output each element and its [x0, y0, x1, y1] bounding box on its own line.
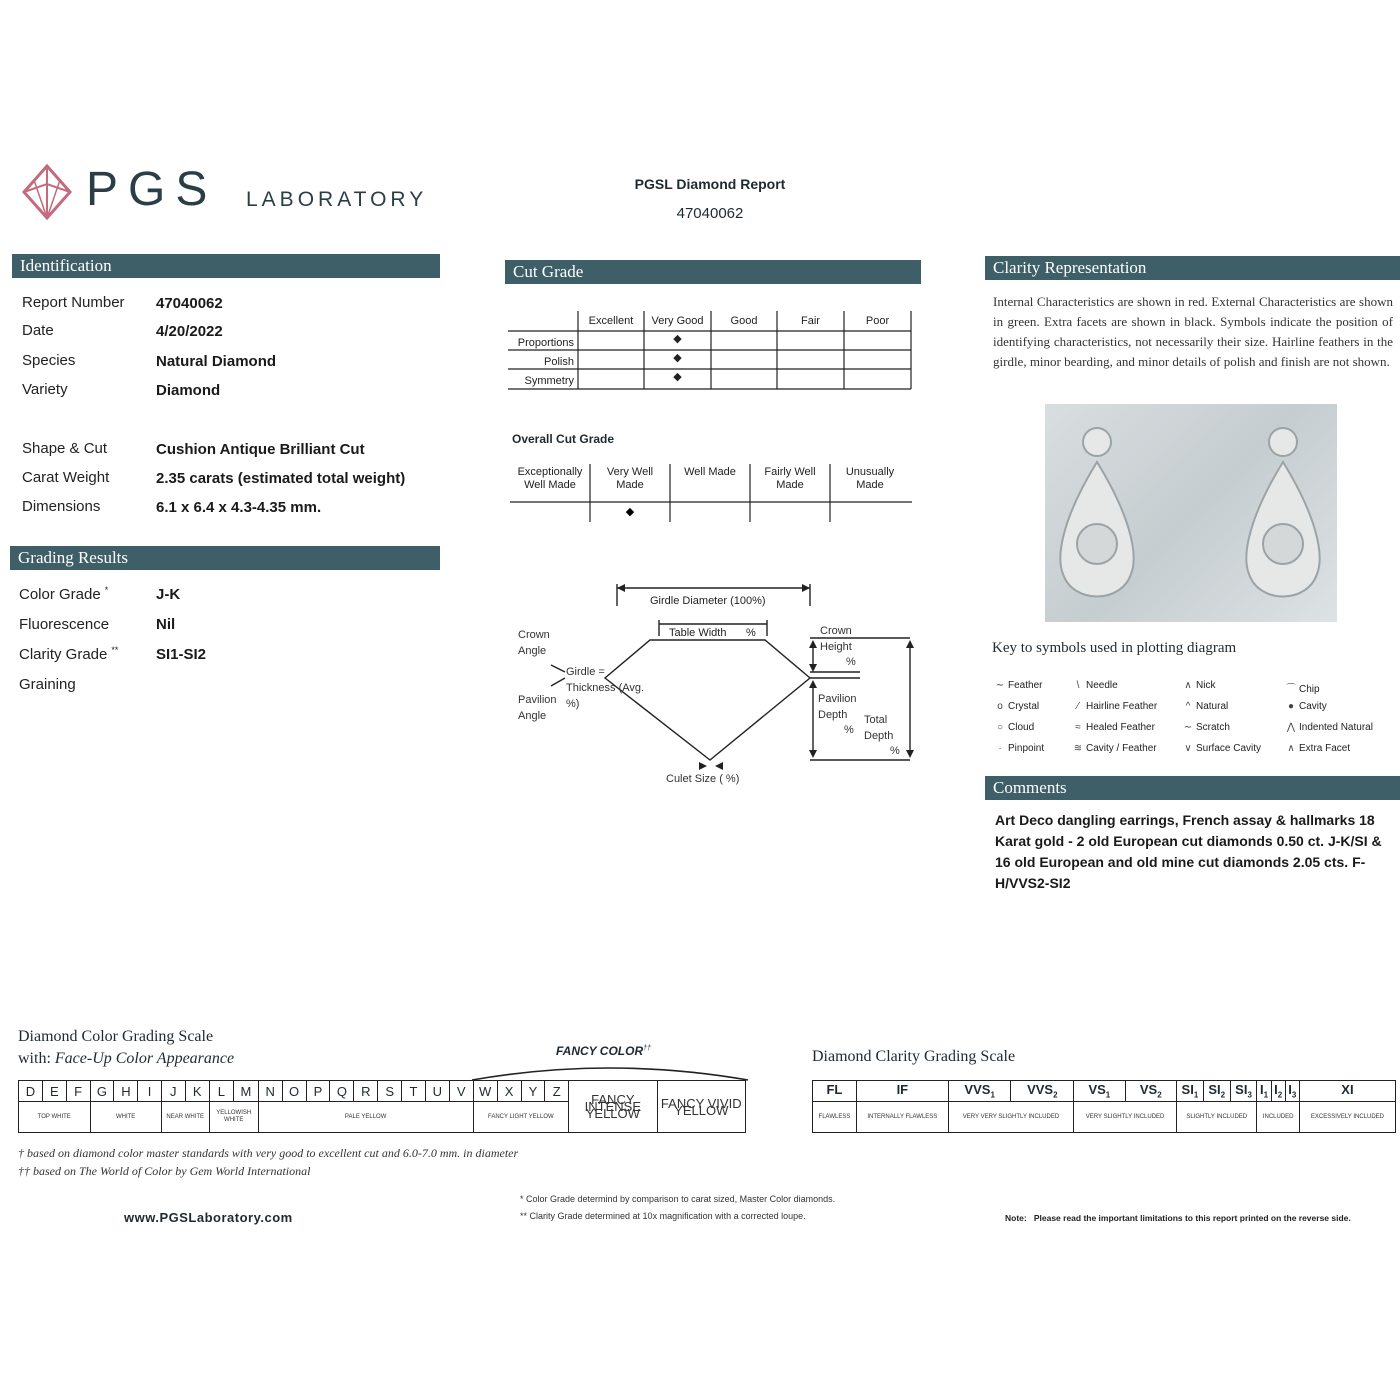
key-label: Healed Feather — [1086, 722, 1155, 733]
key-label: Extra Facet — [1299, 743, 1351, 754]
color-fancy-vivid: FANCY VIVID YELLOW — [657, 1081, 745, 1133]
color-letter: V — [449, 1081, 473, 1102]
grading-heading: Grading Results — [10, 546, 440, 570]
overall-col-header: Very Well Made — [606, 466, 654, 491]
girdle-diameter-label: Girdle Diameter (100%) — [650, 595, 766, 607]
crown-angle-label: Crown Angle — [518, 629, 550, 657]
clarity-grade-base: IF — [896, 1082, 909, 1098]
ident-label: Dimensions — [22, 498, 101, 515]
grading-label — [19, 675, 80, 693]
clarity-category: INTERNALLY FLAWLESS — [856, 1102, 948, 1133]
color-category: TOP WHITE — [19, 1102, 91, 1133]
key-item — [1283, 722, 1373, 733]
grading-label — [19, 645, 118, 663]
clarity-grade-base: SI — [1235, 1082, 1248, 1098]
key-symbol-icon: ⋀ — [1286, 722, 1296, 733]
overall-col-header: Unusually Made — [845, 466, 895, 491]
clarity-grade-base: FL — [826, 1082, 843, 1098]
grading-label-mark: * — [104, 585, 109, 595]
color-category: WHITE — [90, 1102, 161, 1133]
clarity-grade-base: I — [1259, 1082, 1264, 1098]
website: www.PGSLaboratory.com — [124, 1210, 293, 1225]
color-letter: P — [306, 1081, 330, 1102]
color-grade-note: * Color Grade determind by comparison to carat sized, Master Color diamonds. — [520, 1194, 836, 1204]
ident-value: 6.1 x 6.4 x 4.3-4.35 mm. — [156, 499, 322, 516]
logo-subtitle: LABORATORY — [246, 188, 428, 211]
clarity-grade-base: VS — [1139, 1082, 1158, 1098]
ident-label: Shape & Cut — [22, 440, 108, 457]
color-letter: O — [282, 1081, 306, 1102]
key-item — [992, 701, 1039, 712]
color-letter: Z — [545, 1081, 569, 1102]
clarity-rep-heading: Clarity Representation — [985, 256, 1400, 280]
key-label: Feather — [1008, 680, 1043, 691]
fancy-color-mark: †† — [643, 1045, 651, 1052]
color-letter: T — [402, 1081, 426, 1102]
key-item — [992, 680, 1042, 691]
color-category: YELLOWISH WHITE — [209, 1102, 258, 1133]
table-width-percent: % — [746, 627, 756, 639]
grading-label-text: Clarity Grade — [19, 646, 108, 663]
grading-label-mark: ** — [111, 645, 119, 655]
key-label: Indented Natural — [1299, 722, 1373, 733]
cut-grade-mark: ◆ — [673, 352, 682, 364]
ident-label: Date — [22, 322, 54, 339]
clarity-grade-base: XI — [1341, 1082, 1354, 1098]
key-label: Nick — [1196, 680, 1216, 691]
cut-row-label: Polish — [544, 356, 574, 368]
key-label: Surface Cavity — [1196, 743, 1262, 754]
clarity-grade — [1074, 1081, 1125, 1102]
pavilion-depth-percent: % — [844, 724, 854, 736]
clarity-grade — [1230, 1081, 1257, 1102]
key-item — [1283, 743, 1350, 754]
cut-col-header: Fair — [801, 315, 820, 327]
pavilion-angle-label: Pavilion Angle — [518, 694, 557, 722]
clarity-grade-sub: 3 — [1291, 1090, 1297, 1100]
comments-text: Art Deco dangling earrings, French assay & hallmarks 18 Karat gold - 2 old European cut diamonds 0.50 ct. J-K/SI & 16 old European and old mine cut diamonds 2.05 cts. F-H/VVS2-SI2 — [995, 812, 1382, 891]
pavilion-depth-label: Pavilion Depth — [818, 693, 857, 721]
color-letter: Y — [521, 1081, 545, 1102]
key-symbol-icon: ○ — [996, 722, 1004, 733]
clarity-scale-title: Diamond Clarity Grading Scale — [812, 1048, 1016, 1065]
color-letter: I — [138, 1081, 161, 1102]
key-heading: Key to symbols used in plotting diagram — [992, 640, 1237, 656]
cut-col-header: Very Good — [651, 315, 704, 327]
note-label: Note: — [1005, 1213, 1027, 1223]
key-label: Pinpoint — [1008, 743, 1045, 754]
clarity-grade — [856, 1081, 948, 1102]
overall-col-header: Exceptionally Well Made — [517, 466, 583, 491]
ident-label: Variety — [22, 381, 68, 398]
key-symbol-icon: ≈ — [1075, 722, 1081, 733]
overall-col-header: Fairly Well Made — [764, 466, 816, 491]
grading-label — [19, 585, 108, 603]
clarity-grade-sub: 2 — [1277, 1090, 1283, 1100]
clarity-grade-sub: 2 — [1157, 1090, 1162, 1100]
color-scale-subtitle-em: Face-Up Color Appearance — [54, 1050, 235, 1067]
key-symbol-icon: o — [997, 701, 1003, 712]
key-symbol-icon: \ — [1076, 680, 1080, 691]
overall-cut-table — [510, 462, 915, 524]
clarity-grade-base: VVS — [1027, 1082, 1054, 1098]
key-label: Chip — [1299, 684, 1320, 695]
color-letter: N — [258, 1081, 282, 1102]
color-letter: X — [497, 1081, 521, 1102]
key-item — [1180, 722, 1230, 733]
color-letter: E — [42, 1081, 66, 1102]
color-letter: G — [90, 1081, 114, 1102]
color-letter: L — [209, 1081, 233, 1102]
key-label: Hairline Feather — [1086, 701, 1158, 712]
key-label: Cavity / Feather — [1086, 743, 1157, 754]
clarity-grade-sub: 2 — [1053, 1090, 1058, 1100]
color-letter: F — [66, 1081, 90, 1102]
fancy-arc — [470, 1060, 750, 1082]
key-label: Needle — [1086, 680, 1118, 691]
clarity-grade — [1177, 1081, 1204, 1102]
color-letter: K — [185, 1081, 209, 1102]
grading-value: SI1-SI2 — [156, 646, 207, 663]
reverse-side-note — [1005, 1213, 1351, 1223]
color-scale-title: Diamond Color Grading Scale — [18, 1028, 214, 1045]
grading-value: J-K — [156, 586, 181, 603]
clarity-scale-table — [812, 1080, 1396, 1133]
clarity-grade-sub: 3 — [1247, 1090, 1252, 1100]
comments-heading: Comments — [985, 776, 1400, 800]
overall-cut-mark: ◆ — [625, 506, 635, 518]
color-scale-subtitle — [18, 1050, 234, 1068]
logo — [22, 162, 442, 224]
clarity-grade-base: I — [1288, 1082, 1292, 1098]
report-title: PGSL Diamond Report — [634, 176, 786, 192]
ident-value: 2.35 carats (estimated total weight) — [156, 470, 406, 487]
key-symbol-icon: ⌒ — [1286, 684, 1296, 695]
grading-label-text: Graining — [19, 676, 76, 693]
crown-height-percent: % — [846, 656, 856, 668]
clarity-category: FLAWLESS — [813, 1102, 857, 1133]
ident-value: Natural Diamond — [156, 353, 277, 370]
clarity-grade-sub: 1 — [1193, 1090, 1199, 1100]
cut-col-header: Poor — [865, 315, 890, 327]
clarity-category: EXCESSIVELY INCLUDED — [1299, 1102, 1395, 1133]
clarity-category: SLIGHTLY INCLUDED — [1177, 1102, 1257, 1133]
color-letter: U — [425, 1081, 449, 1102]
ident-label: Species — [22, 352, 76, 369]
cut-grade-heading: Cut Grade — [505, 260, 921, 284]
footnote-2: †† based on The World of Color by Gem World International — [18, 1164, 311, 1178]
identification-heading: Identification — [12, 254, 440, 278]
cut-row-label: Symmetry — [524, 375, 574, 387]
key-item — [1070, 680, 1118, 691]
grading-label-text: Fluorescence — [19, 616, 110, 633]
key-item — [992, 743, 1044, 754]
clarity-grade-sub: 1 — [990, 1090, 995, 1100]
color-category: FANCY LIGHT YELLOW — [473, 1102, 569, 1133]
note-text: Please read the important limitations to this report printed on the reverse side. — [1033, 1213, 1351, 1223]
key-label: Crystal — [1008, 701, 1040, 712]
earring-left — [1060, 428, 1133, 597]
clarity-grade-base: VS — [1088, 1082, 1106, 1098]
key-symbol-icon: ∼ — [1183, 722, 1193, 733]
clarity-category: INCLUDED — [1257, 1102, 1299, 1133]
clarity-grade — [1257, 1081, 1271, 1102]
footnote-1: † based on diamond color master standards with very good to excellent cut and 6.0-7.0 mm. in diameter — [18, 1146, 519, 1160]
total-depth-label: Total Depth — [864, 714, 894, 742]
ident-value: 4/20/2022 — [156, 323, 223, 340]
color-letter: H — [114, 1081, 138, 1102]
diamond-logo-icon — [22, 164, 72, 220]
key-item — [1283, 680, 1320, 695]
girdle-thickness-label: Girdle = Thickness (Avg. %) — [566, 666, 645, 710]
crown-height-label: Crown Height — [820, 625, 852, 653]
color-scale-table — [18, 1080, 746, 1133]
ident-value: Cushion Antique Brilliant Cut — [156, 441, 365, 458]
clarity-rep-text: Internal Characteristics are shown in red. External Characteristics are shown in green. Extra facets are shown in black. Symbols indicate the position of identifying characteristics, not necessarily their size. Hairline feathers in the girdle, minor bearding, and minor details of polish and finish are not shown. — [993, 294, 1393, 369]
culet-size-label: Culet Size ( %) — [666, 773, 740, 785]
clarity-grade-sub: 1 — [1105, 1090, 1111, 1100]
key-symbol-icon: ● — [1287, 701, 1295, 712]
cut-row-label: Proportions — [517, 337, 574, 349]
logo-brand: PGS — [86, 163, 218, 216]
clarity-grade — [1203, 1081, 1230, 1102]
clarity-category: VERY SLIGHTLY INCLUDED — [1074, 1102, 1177, 1133]
ident-value: 47040062 — [156, 295, 223, 312]
cut-grade-mark: ◆ — [673, 333, 682, 345]
key-symbol-icon: ∼ — [995, 680, 1005, 691]
clarity-grade-base: VVS — [964, 1082, 991, 1098]
key-symbol-icon: ∧ — [1184, 680, 1192, 691]
color-category: NEAR WHITE — [161, 1102, 209, 1133]
key-item — [1180, 680, 1215, 691]
ident-label: Report Number — [22, 294, 125, 311]
earrings-photo — [1045, 404, 1337, 622]
color-letter: D — [19, 1081, 43, 1102]
ident-value: Diamond — [156, 382, 221, 399]
key-item — [1070, 743, 1157, 754]
fancy-color-text: FANCY COLOR — [556, 1044, 644, 1058]
key-label: Cavity — [1299, 701, 1327, 712]
grading-label — [19, 615, 113, 633]
clarity-grade — [948, 1081, 1011, 1102]
key-symbol-icon: · — [998, 743, 1002, 754]
cut-grade-mark: ◆ — [673, 371, 682, 383]
key-item — [992, 722, 1034, 733]
key-item — [1180, 701, 1228, 712]
clarity-grade-base: SI — [1181, 1082, 1194, 1098]
key-item — [1283, 701, 1327, 712]
key-symbol-icon: ∨ — [1184, 743, 1192, 754]
cut-grade-table — [508, 305, 918, 393]
fancy-color-label — [556, 1044, 651, 1058]
color-letter: S — [378, 1081, 402, 1102]
color-letter: R — [354, 1081, 378, 1102]
color-letter: W — [473, 1081, 497, 1102]
key-symbol-icon: ^ — [1185, 701, 1191, 712]
grading-value: Nil — [156, 616, 176, 633]
cut-col-header: Excellent — [588, 315, 634, 327]
clarity-grade — [813, 1081, 857, 1102]
ident-label: Carat Weight — [22, 469, 110, 486]
color-scale-subtitle-prefix: with: — [18, 1050, 55, 1067]
color-letter: J — [161, 1081, 185, 1102]
report-number: 47040062 — [676, 205, 744, 222]
key-item — [1180, 743, 1261, 754]
grading-label-text: Color Grade — [19, 586, 101, 603]
clarity-grade — [1299, 1081, 1395, 1102]
clarity-category: VERY VERY SLIGHTLY INCLUDED — [948, 1102, 1073, 1133]
color-fancy-intense: FANCY INTENSE YELLOW — [569, 1081, 657, 1133]
key-symbol-icon: ∧ — [1287, 743, 1295, 754]
overall-col-header: Well Made — [684, 466, 736, 478]
key-label: Scratch — [1196, 722, 1230, 733]
clarity-grade-sub: 2 — [1220, 1090, 1226, 1100]
key-label: Natural — [1196, 701, 1229, 712]
color-letter: M — [234, 1081, 259, 1102]
key-label: Cloud — [1008, 722, 1035, 733]
clarity-grade — [1271, 1081, 1285, 1102]
clarity-grade-note: ** Clarity Grade determined at 10x magnification with a corrected loupe. — [520, 1211, 806, 1221]
total-depth-percent: % — [890, 745, 900, 757]
key-symbol-icon: ≋ — [1073, 743, 1083, 754]
clarity-grade-base: SI — [1208, 1082, 1221, 1098]
clarity-grade-sub: 1 — [1263, 1090, 1269, 1100]
color-category: PALE YELLOW — [258, 1102, 473, 1133]
clarity-grade — [1011, 1081, 1074, 1102]
cut-col-header: Good — [730, 315, 758, 327]
key-item — [1070, 701, 1157, 712]
overall-cut-heading: Overall Cut Grade — [512, 432, 615, 446]
clarity-grade — [1125, 1081, 1176, 1102]
table-width-label: Table Width — [669, 627, 727, 639]
key-item — [1070, 722, 1155, 733]
clarity-grade — [1285, 1081, 1299, 1102]
key-symbol-icon: ⁄ — [1077, 701, 1079, 712]
clarity-grade-base: I — [1274, 1082, 1278, 1098]
earring-right — [1246, 428, 1319, 597]
color-letter: Q — [330, 1081, 354, 1102]
